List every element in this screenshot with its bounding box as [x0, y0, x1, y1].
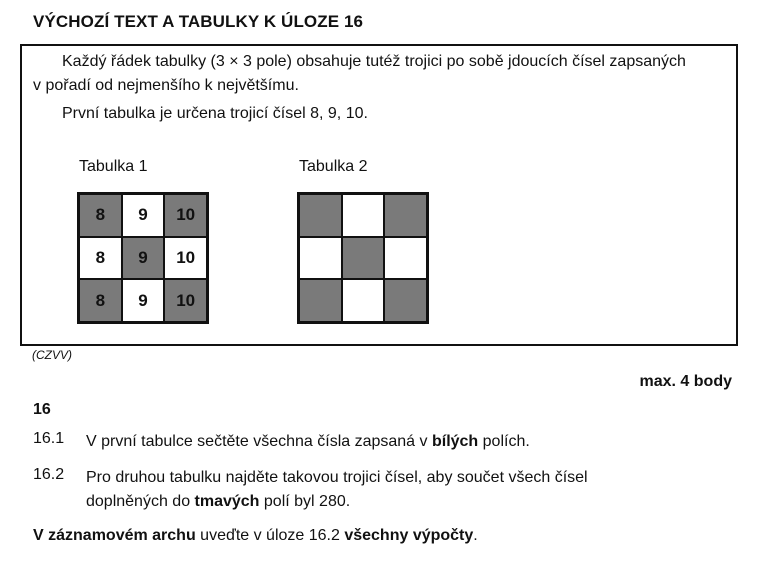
table-2-cell — [384, 237, 427, 280]
intro-line-3: První tabulka je určena trojicí čísel 8, 9, 10. — [62, 105, 368, 122]
final-instruction: V záznamovém archu uveďte v úloze 16.2 všechny výpočty. — [33, 527, 478, 544]
table-1-cell: 9 — [122, 237, 165, 280]
table-2-cell — [384, 194, 427, 237]
table-1-label: Tabulka 1 — [79, 158, 148, 175]
task-2-number: 16.2 — [33, 466, 65, 483]
source-text-box — [20, 44, 738, 346]
table-1 — [77, 192, 209, 324]
table-1-cell: 10 — [164, 194, 207, 237]
max-points: max. 4 body — [639, 373, 732, 390]
table-2-cell — [342, 237, 385, 280]
intro-line-1: Každý řádek tabulky (3 × 3 pole) obsahuje tutéž trojici po sobě jdoucích čísel zapsaných — [62, 53, 686, 70]
task-1-text: V první tabulce sečtěte všechna čísla zapsaná v bílých polích. — [86, 433, 530, 450]
table-1-cell: 10 — [164, 237, 207, 280]
table-1-cell: 8 — [79, 279, 122, 322]
table-2-label: Tabulka 2 — [299, 158, 368, 175]
task-2-text: Pro druhou tabulku najděte takovou trojici čísel, aby součet všech čísel doplněných do tmavých polí byl 280. — [86, 469, 588, 510]
task-1-number: 16.1 — [33, 430, 65, 447]
table-1-cell: 9 — [122, 194, 165, 237]
table-2-cell — [384, 279, 427, 322]
table-2-cell — [299, 194, 342, 237]
table-1-cell: 8 — [79, 237, 122, 280]
table-1-cell: 9 — [122, 279, 165, 322]
question-number: 16 — [33, 401, 51, 418]
table-1-cell: 10 — [164, 279, 207, 322]
table-1-cell: 8 — [79, 194, 122, 237]
table-2-cell — [299, 279, 342, 322]
table-2-cell — [299, 237, 342, 280]
table-2-cell — [342, 279, 385, 322]
source-note: (CZVV) — [32, 348, 72, 362]
table-2-cell — [342, 194, 385, 237]
section-heading: VÝCHOZÍ TEXT A TABULKY K ÚLOZE 16 — [33, 12, 364, 31]
intro-line-2: v pořadí od nejmenšího k největšímu. — [33, 77, 299, 94]
table-2 — [297, 192, 429, 324]
